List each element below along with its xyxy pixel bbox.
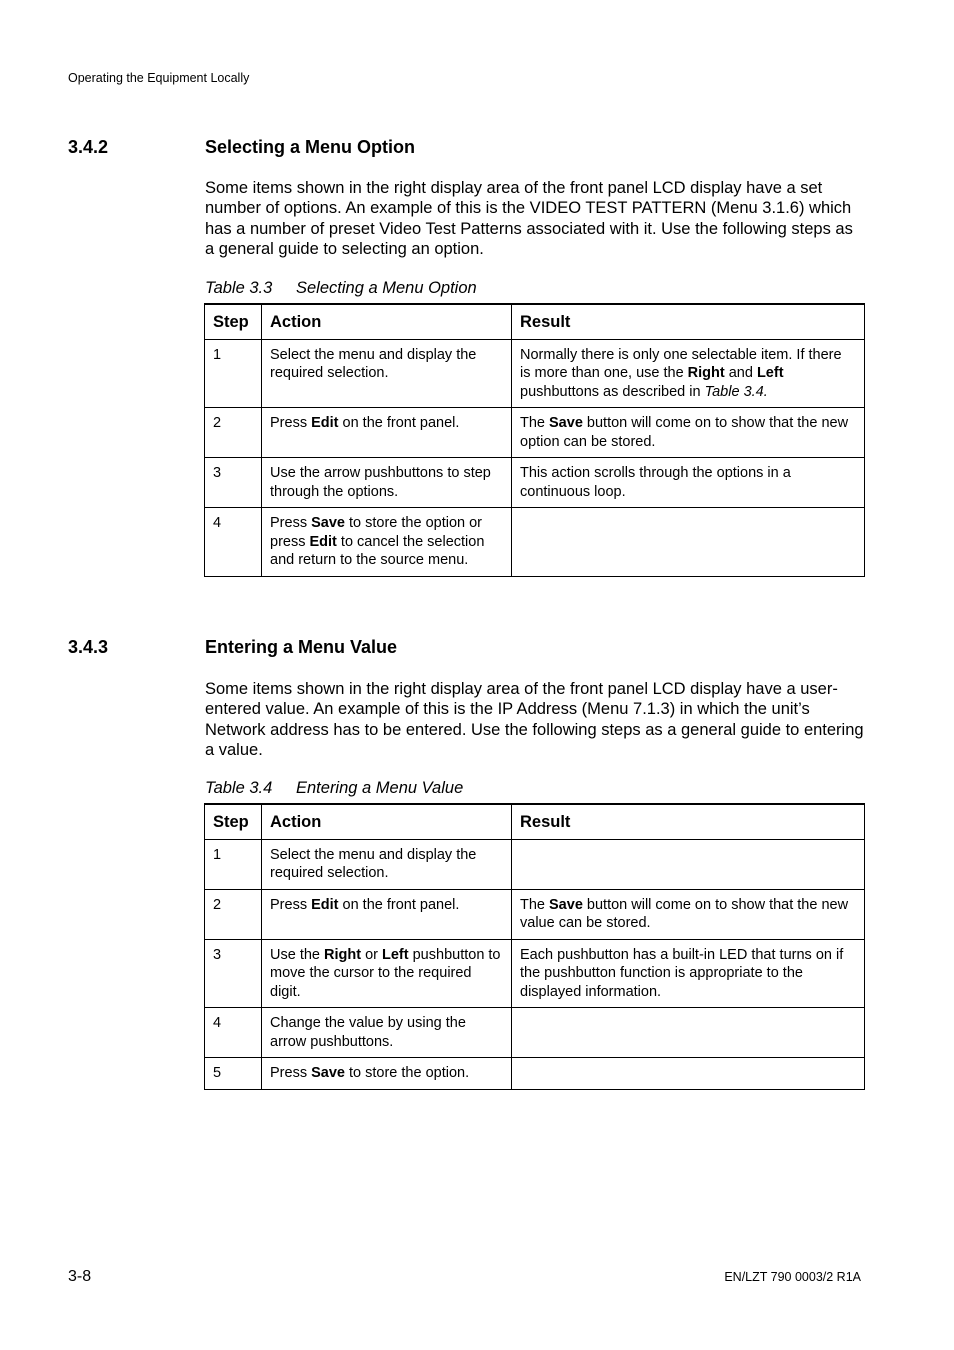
table-caption-number: Table 3.4	[205, 779, 273, 797]
cell-text-segment: Right	[687, 365, 725, 381]
cell-text-segment: Left	[756, 365, 784, 381]
cell-text-segment: Edit	[311, 896, 339, 913]
column-header-result: Result	[512, 804, 865, 839]
running-header: Operating the Equipment Locally	[68, 71, 250, 85]
cell-text-segment: to store the option or press	[270, 515, 482, 550]
table-entering-menu-value	[204, 803, 865, 1090]
step-cell: 2	[205, 408, 262, 458]
table-selecting-menu-option	[204, 303, 865, 577]
cell-text-segment: Press	[270, 1065, 312, 1081]
cell-text-segment: or	[361, 946, 382, 963]
cell-text-segment: button will come on to show that the new option can be stored.	[520, 415, 849, 450]
table-row	[205, 1058, 865, 1090]
column-header-action: Action	[262, 304, 512, 339]
cell-text-segment: to cancel the selection and return to the source menu.	[270, 533, 485, 568]
cell-text-segment: Edit	[311, 415, 339, 431]
cell-text-segment: Save	[549, 415, 583, 431]
section-number: 3.4.2	[68, 137, 109, 157]
table-row	[205, 408, 865, 458]
table-row	[205, 889, 865, 939]
cell-text-segment: Each pushbutton has a built-in LED that turns on if the pushbutton function is appropriate to the displayed information.	[520, 946, 844, 1000]
section-title: Selecting a Menu Option	[205, 137, 416, 157]
table-caption-number: Table 3.3	[205, 279, 273, 297]
cell-text-segment: Save	[311, 515, 345, 531]
action-cell	[262, 889, 512, 939]
section-paragraph: Some items shown in the right display area of the front panel LCD display have a set number of options. An example of this is the VIDEO TEST PATTERN (Menu 3.1.6) which has a number of preset Video Test Patterns associated with it. Use the following steps as a general guide to selecting an option.	[205, 179, 853, 258]
result-cell	[512, 889, 865, 939]
cell-text-segment: Select the menu and display the required selection.	[270, 346, 477, 381]
table-body	[205, 339, 865, 576]
step-cell: 3	[205, 939, 262, 1008]
action-cell	[262, 1058, 512, 1090]
cell-text-segment: button will come on to show that the new value can be stored.	[520, 896, 849, 931]
result-cell	[512, 408, 865, 458]
table-header-row	[205, 304, 865, 339]
cell-text-segment: Right	[324, 946, 362, 963]
step-cell: 4	[205, 1008, 262, 1058]
cell-text-segment: Select the menu and display the required selection.	[270, 846, 477, 881]
table-row	[205, 339, 865, 408]
cell-text-segment: Press	[270, 515, 312, 531]
cell-text-segment: and	[724, 365, 757, 381]
result-cell	[512, 339, 865, 408]
table-caption	[205, 779, 463, 798]
result-cell	[512, 939, 865, 1008]
cell-text-segment: Normally there is only one selectable item. If there is more than one, use the	[520, 346, 842, 381]
step-cell: 1	[205, 339, 262, 408]
column-header-step: Step	[205, 304, 262, 339]
cell-text-segment: pushbuttons as described in	[520, 383, 705, 400]
column-header-result: Result	[512, 304, 865, 339]
table-header-row	[205, 804, 865, 839]
action-cell	[262, 408, 512, 458]
table-body	[205, 839, 865, 1089]
cell-text-segment: Change the value by using the arrow pushbuttons.	[270, 1015, 466, 1050]
result-cell	[512, 839, 865, 889]
column-header-action: Action	[262, 804, 512, 839]
cell-text-segment: Left	[382, 946, 409, 963]
section-number: 3.4.3	[68, 637, 109, 657]
action-cell	[262, 339, 512, 408]
section-title: Entering a Menu Value	[205, 637, 398, 657]
table-row	[205, 839, 865, 889]
cell-text-segment: to store the option.	[344, 1065, 470, 1081]
cell-text-segment: Edit	[309, 533, 337, 550]
table-row	[205, 508, 865, 577]
section-heading-3-4-3	[68, 637, 397, 658]
cell-text-segment: pushbutton to move the cursor to the required digit.	[270, 946, 501, 1000]
step-cell: 2	[205, 889, 262, 939]
cell-text-segment: on the front panel.	[338, 896, 460, 913]
cell-text-segment: The	[520, 415, 550, 431]
table-caption-title: Entering a Menu Value	[296, 779, 464, 797]
action-cell	[262, 508, 512, 577]
cell-text-segment: Use the	[270, 946, 324, 963]
step-cell: 4	[205, 508, 262, 577]
table-row	[205, 458, 865, 508]
page-number: 3-8	[68, 1268, 92, 1285]
table-caption	[205, 279, 477, 298]
action-cell	[262, 839, 512, 889]
action-cell	[262, 939, 512, 1008]
cell-text-segment: Press	[270, 415, 312, 431]
cell-text-segment: The	[520, 896, 550, 913]
document-id: EN/LZT 790 0003/2 R1A	[724, 1270, 861, 1284]
cell-text-segment: on the front panel.	[338, 415, 460, 431]
result-cell	[512, 458, 865, 508]
result-cell	[512, 508, 865, 577]
step-cell: 5	[205, 1058, 262, 1090]
step-cell: 1	[205, 839, 262, 889]
section-heading-3-4-2	[68, 137, 415, 158]
result-cell	[512, 1008, 865, 1058]
action-cell	[262, 458, 512, 508]
cell-text-segment: This action scrolls through the options in a continuous loop.	[520, 465, 791, 500]
table-row	[205, 939, 865, 1008]
section-paragraph: Some items shown in the right display area of the front panel LCD display have a user-entered value. An example of this is the IP Address (Menu 7.1.3) in which the unit’s Network address has to be entered. Use the following steps as a general guide to entering a value.	[205, 680, 864, 759]
result-cell	[512, 1058, 865, 1090]
cell-text-segment: Save	[311, 1065, 345, 1081]
table-row	[205, 1008, 865, 1058]
column-header-step: Step	[205, 804, 262, 839]
step-cell: 3	[205, 458, 262, 508]
cell-text-segment: Press	[270, 896, 312, 913]
table-caption-title: Selecting a Menu Option	[296, 279, 477, 297]
action-cell	[262, 1008, 512, 1058]
cell-text-segment: Save	[549, 896, 583, 913]
cell-text-segment: Table 3.4.	[704, 383, 768, 400]
cell-text-segment: Use the arrow pushbuttons to step through the options.	[270, 465, 491, 500]
